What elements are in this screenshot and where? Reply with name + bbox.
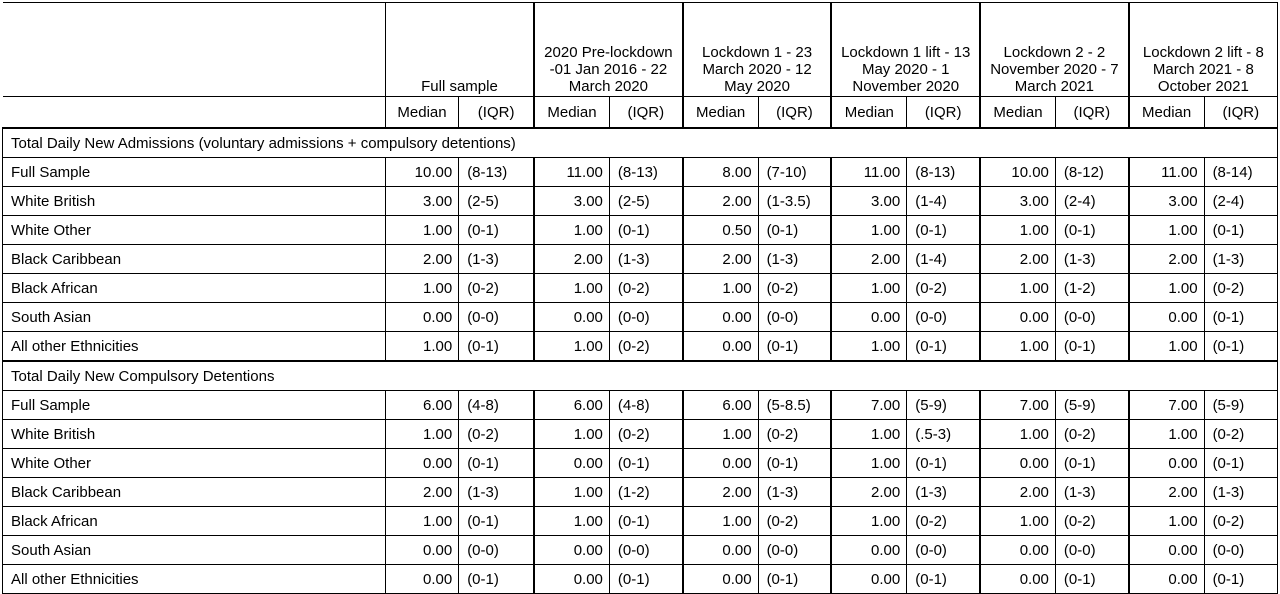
iqr-cell: (8-13) bbox=[609, 158, 682, 187]
iqr-cell: (1-3) bbox=[609, 245, 682, 274]
median-cell: 1.00 bbox=[534, 332, 609, 362]
median-cell: 0.00 bbox=[385, 449, 458, 478]
table-row bbox=[3, 507, 1278, 536]
median-cell: 1.00 bbox=[385, 216, 458, 245]
iqr-cell: (0-2) bbox=[459, 420, 534, 449]
iqr-cell: (1-3.5) bbox=[758, 187, 831, 216]
median-cell: 1.00 bbox=[980, 216, 1055, 245]
iqr-cell: (0-1) bbox=[1055, 449, 1128, 478]
table-row bbox=[3, 420, 1278, 449]
iqr-cell: (0-1) bbox=[758, 565, 831, 594]
table-row bbox=[3, 478, 1278, 507]
median-cell: 0.00 bbox=[980, 565, 1055, 594]
median-cell: 7.00 bbox=[980, 391, 1055, 420]
iqr-cell: (0-2) bbox=[1204, 507, 1277, 536]
iqr-cell: (0-1) bbox=[1204, 565, 1277, 594]
iqr-cell: (1-3) bbox=[459, 478, 534, 507]
iqr-cell: (0-1) bbox=[758, 449, 831, 478]
median-cell: 1.00 bbox=[831, 420, 906, 449]
row-label: Full Sample bbox=[3, 158, 386, 187]
row-label: South Asian bbox=[3, 303, 386, 332]
iqr-cell: (0-2) bbox=[609, 274, 682, 303]
iqr-cell: (0-1) bbox=[459, 449, 534, 478]
iqr-cell: (2-4) bbox=[1204, 187, 1277, 216]
iqr-cell: (0-0) bbox=[907, 536, 980, 565]
median-header: Median bbox=[831, 97, 906, 129]
iqr-cell: (8-13) bbox=[907, 158, 980, 187]
iqr-cell: (0-1) bbox=[459, 507, 534, 536]
median-cell: 1.00 bbox=[980, 332, 1055, 362]
iqr-cell: (8-12) bbox=[1055, 158, 1128, 187]
iqr-cell: (0-1) bbox=[459, 216, 534, 245]
median-cell: 3.00 bbox=[1129, 187, 1204, 216]
header-row bbox=[3, 3, 1278, 97]
table-row bbox=[3, 449, 1278, 478]
median-header: Median bbox=[683, 97, 758, 129]
period-header: Lockdown 1 lift - 13 May 2020 - 1 November 2020 bbox=[831, 3, 980, 97]
median-cell: 0.00 bbox=[980, 536, 1055, 565]
iqr-cell: (0-2) bbox=[459, 274, 534, 303]
row-label: Full Sample bbox=[3, 391, 386, 420]
iqr-cell: (0-2) bbox=[609, 332, 682, 362]
row-label: White British bbox=[3, 420, 386, 449]
iqr-cell: (4-8) bbox=[459, 391, 534, 420]
iqr-cell: (0-1) bbox=[609, 565, 682, 594]
median-cell: 3.00 bbox=[831, 187, 906, 216]
median-cell: 1.00 bbox=[1129, 216, 1204, 245]
median-cell: 1.00 bbox=[1129, 420, 1204, 449]
iqr-cell: (2-5) bbox=[459, 187, 534, 216]
table-row bbox=[3, 565, 1278, 594]
median-header: Median bbox=[385, 97, 458, 129]
iqr-cell: (0-0) bbox=[609, 536, 682, 565]
median-cell: 1.00 bbox=[683, 420, 758, 449]
row-label: Black African bbox=[3, 507, 386, 536]
iqr-cell: (0-1) bbox=[1204, 332, 1277, 362]
iqr-cell: (0-1) bbox=[907, 565, 980, 594]
row-label: Black Caribbean bbox=[3, 478, 386, 507]
median-cell: 0.00 bbox=[534, 565, 609, 594]
table-row bbox=[3, 303, 1278, 332]
median-cell: 1.00 bbox=[534, 507, 609, 536]
iqr-cell: (0-0) bbox=[459, 303, 534, 332]
iqr-header: (IQR) bbox=[1055, 97, 1128, 129]
median-cell: 0.00 bbox=[683, 565, 758, 594]
row-label: Black Caribbean bbox=[3, 245, 386, 274]
iqr-cell: (0-2) bbox=[1204, 420, 1277, 449]
section-title: Total Daily New Admissions (voluntary admissions + compulsory detentions) bbox=[3, 128, 1278, 158]
iqr-cell: (0-1) bbox=[459, 332, 534, 362]
iqr-cell: (0-1) bbox=[1055, 216, 1128, 245]
median-header: Median bbox=[1129, 97, 1204, 129]
median-cell: 6.00 bbox=[534, 391, 609, 420]
median-cell: 11.00 bbox=[1129, 158, 1204, 187]
iqr-cell: (0-1) bbox=[1204, 216, 1277, 245]
section-title: Total Daily New Compulsory Detentions bbox=[3, 361, 1278, 391]
iqr-cell: (5-9) bbox=[907, 391, 980, 420]
median-cell: 1.00 bbox=[385, 332, 458, 362]
median-cell: 2.00 bbox=[831, 478, 906, 507]
median-cell: 0.00 bbox=[1129, 303, 1204, 332]
iqr-cell: (0-0) bbox=[758, 536, 831, 565]
iqr-cell: (0-0) bbox=[907, 303, 980, 332]
row-label: White Other bbox=[3, 449, 386, 478]
iqr-cell: (0-1) bbox=[1055, 565, 1128, 594]
table-row bbox=[3, 187, 1278, 216]
iqr-cell: (0-1) bbox=[609, 216, 682, 245]
iqr-cell: (0-0) bbox=[1055, 303, 1128, 332]
iqr-cell: (1-4) bbox=[907, 245, 980, 274]
table-row bbox=[3, 536, 1278, 565]
table-row bbox=[3, 245, 1278, 274]
median-cell: 1.00 bbox=[980, 507, 1055, 536]
iqr-cell: (0-1) bbox=[907, 332, 980, 362]
period-header: Lockdown 2 lift - 8 March 2021 - 8 October 2021 bbox=[1129, 3, 1278, 97]
median-cell: 11.00 bbox=[534, 158, 609, 187]
iqr-cell: (0-1) bbox=[459, 565, 534, 594]
iqr-cell: (0-2) bbox=[1055, 507, 1128, 536]
iqr-cell: (1-4) bbox=[907, 187, 980, 216]
median-cell: 2.00 bbox=[683, 478, 758, 507]
iqr-cell: (0-1) bbox=[1055, 332, 1128, 362]
median-cell: 8.00 bbox=[683, 158, 758, 187]
iqr-cell: (0-2) bbox=[1055, 420, 1128, 449]
iqr-cell: (1-2) bbox=[609, 478, 682, 507]
iqr-cell: (1-3) bbox=[1055, 478, 1128, 507]
iqr-header: (IQR) bbox=[758, 97, 831, 129]
median-cell: 1.00 bbox=[534, 478, 609, 507]
iqr-cell: (5-9) bbox=[1055, 391, 1128, 420]
iqr-cell: (0-1) bbox=[609, 449, 682, 478]
median-cell: 2.00 bbox=[534, 245, 609, 274]
median-cell: 1.00 bbox=[831, 274, 906, 303]
row-label: All other Ethnicities bbox=[3, 332, 386, 362]
iqr-cell: (8-13) bbox=[459, 158, 534, 187]
median-cell: 2.00 bbox=[831, 245, 906, 274]
iqr-cell: (0-2) bbox=[907, 274, 980, 303]
median-cell: 2.00 bbox=[1129, 245, 1204, 274]
median-cell: 1.00 bbox=[831, 507, 906, 536]
median-cell: 1.00 bbox=[534, 216, 609, 245]
row-label: Black African bbox=[3, 274, 386, 303]
table-row bbox=[3, 274, 1278, 303]
median-cell: 1.00 bbox=[385, 420, 458, 449]
iqr-cell: (0-2) bbox=[758, 420, 831, 449]
median-cell: 0.00 bbox=[534, 536, 609, 565]
median-cell: 10.00 bbox=[385, 158, 458, 187]
iqr-cell: (0-0) bbox=[1055, 536, 1128, 565]
period-header: Lockdown 2 - 2 November 2020 - 7 March 2021 bbox=[980, 3, 1129, 97]
iqr-cell: (0-2) bbox=[907, 507, 980, 536]
iqr-cell: (1-3) bbox=[459, 245, 534, 274]
iqr-cell: (0-2) bbox=[758, 507, 831, 536]
median-cell: 2.00 bbox=[385, 245, 458, 274]
median-cell: 6.00 bbox=[385, 391, 458, 420]
median-cell: 0.00 bbox=[385, 565, 458, 594]
table-container bbox=[2, 2, 1278, 594]
period-header: 2020 Pre-lockdown -01 Jan 2016 - 22 March 2020 bbox=[534, 3, 683, 97]
median-cell: 1.00 bbox=[385, 274, 458, 303]
iqr-header: (IQR) bbox=[1204, 97, 1277, 129]
median-header: Median bbox=[980, 97, 1055, 129]
table-row bbox=[3, 158, 1278, 187]
section-row bbox=[3, 361, 1278, 391]
median-cell: 2.00 bbox=[683, 245, 758, 274]
iqr-header: (IQR) bbox=[609, 97, 682, 129]
median-cell: 0.00 bbox=[831, 536, 906, 565]
iqr-cell: (0-2) bbox=[609, 420, 682, 449]
median-cell: 0.00 bbox=[683, 332, 758, 362]
iqr-cell: (0-0) bbox=[609, 303, 682, 332]
median-cell: 0.50 bbox=[683, 216, 758, 245]
row-label: All other Ethnicities bbox=[3, 565, 386, 594]
iqr-cell: (5-8.5) bbox=[758, 391, 831, 420]
iqr-cell: (0-0) bbox=[459, 536, 534, 565]
median-cell: 0.00 bbox=[534, 449, 609, 478]
median-cell: 1.00 bbox=[683, 274, 758, 303]
iqr-cell: (1-2) bbox=[1055, 274, 1128, 303]
median-cell: 1.00 bbox=[534, 420, 609, 449]
iqr-cell: (0-1) bbox=[907, 449, 980, 478]
median-cell: 1.00 bbox=[980, 420, 1055, 449]
median-cell: 0.00 bbox=[1129, 536, 1204, 565]
median-cell: 1.00 bbox=[831, 216, 906, 245]
period-header: Full sample bbox=[385, 3, 534, 97]
median-cell: 2.00 bbox=[683, 187, 758, 216]
median-cell: 2.00 bbox=[980, 478, 1055, 507]
iqr-cell: (0-1) bbox=[758, 332, 831, 362]
median-cell: 0.00 bbox=[385, 536, 458, 565]
iqr-cell: (7-10) bbox=[758, 158, 831, 187]
iqr-cell: (0-0) bbox=[758, 303, 831, 332]
iqr-cell: (0-1) bbox=[907, 216, 980, 245]
median-cell: 0.00 bbox=[980, 303, 1055, 332]
median-header: Median bbox=[534, 97, 609, 129]
median-cell: 2.00 bbox=[385, 478, 458, 507]
iqr-cell: (0-1) bbox=[1204, 449, 1277, 478]
iqr-cell: (4-8) bbox=[609, 391, 682, 420]
iqr-cell: (1-3) bbox=[758, 245, 831, 274]
iqr-cell: (5-9) bbox=[1204, 391, 1277, 420]
median-cell: 1.00 bbox=[831, 332, 906, 362]
median-cell: 1.00 bbox=[1129, 332, 1204, 362]
table-row bbox=[3, 332, 1278, 362]
iqr-cell: (8-14) bbox=[1204, 158, 1277, 187]
iqr-cell: (0-1) bbox=[758, 216, 831, 245]
iqr-cell: (1-3) bbox=[1204, 245, 1277, 274]
median-cell: 1.00 bbox=[831, 449, 906, 478]
median-cell: 0.00 bbox=[831, 303, 906, 332]
iqr-cell: (1-3) bbox=[907, 478, 980, 507]
median-cell: 10.00 bbox=[980, 158, 1055, 187]
median-cell: 0.00 bbox=[831, 565, 906, 594]
median-cell: 3.00 bbox=[534, 187, 609, 216]
iqr-cell: (1-3) bbox=[1055, 245, 1128, 274]
corner-cell bbox=[3, 3, 386, 97]
iqr-cell: (1-3) bbox=[758, 478, 831, 507]
median-cell: 6.00 bbox=[683, 391, 758, 420]
period-header: Lockdown 1 - 23 March 2020 - 12 May 2020 bbox=[683, 3, 832, 97]
corner-subcell bbox=[3, 97, 386, 129]
row-label: White Other bbox=[3, 216, 386, 245]
table-row bbox=[3, 216, 1278, 245]
iqr-cell: (0-2) bbox=[758, 274, 831, 303]
table-body bbox=[3, 3, 1278, 594]
median-cell: 3.00 bbox=[385, 187, 458, 216]
median-cell: 3.00 bbox=[980, 187, 1055, 216]
median-cell: 0.00 bbox=[1129, 565, 1204, 594]
median-cell: 0.00 bbox=[1129, 449, 1204, 478]
median-cell: 0.00 bbox=[385, 303, 458, 332]
iqr-cell: (0-1) bbox=[609, 507, 682, 536]
median-cell: 2.00 bbox=[980, 245, 1055, 274]
median-cell: 1.00 bbox=[980, 274, 1055, 303]
median-cell: 1.00 bbox=[385, 507, 458, 536]
median-cell: 1.00 bbox=[683, 507, 758, 536]
iqr-header: (IQR) bbox=[459, 97, 534, 129]
median-cell: 11.00 bbox=[831, 158, 906, 187]
row-label: White British bbox=[3, 187, 386, 216]
iqr-cell: (0-0) bbox=[1204, 536, 1277, 565]
median-cell: 0.00 bbox=[683, 303, 758, 332]
iqr-cell: (2-5) bbox=[609, 187, 682, 216]
median-cell: 1.00 bbox=[534, 274, 609, 303]
iqr-cell: (0-1) bbox=[1204, 303, 1277, 332]
admissions-median-table bbox=[2, 2, 1278, 594]
median-cell: 1.00 bbox=[1129, 274, 1204, 303]
subheader-row bbox=[3, 97, 1278, 129]
median-cell: 0.00 bbox=[683, 536, 758, 565]
median-cell: 7.00 bbox=[831, 391, 906, 420]
median-cell: 0.00 bbox=[980, 449, 1055, 478]
median-cell: 2.00 bbox=[1129, 478, 1204, 507]
median-cell: 1.00 bbox=[1129, 507, 1204, 536]
iqr-cell: (2-4) bbox=[1055, 187, 1128, 216]
row-label: South Asian bbox=[3, 536, 386, 565]
median-cell: 0.00 bbox=[683, 449, 758, 478]
iqr-header: (IQR) bbox=[907, 97, 980, 129]
table-row bbox=[3, 391, 1278, 420]
iqr-cell: (0-2) bbox=[1204, 274, 1277, 303]
iqr-cell: (1-3) bbox=[1204, 478, 1277, 507]
section-row bbox=[3, 128, 1278, 158]
iqr-cell: (.5-3) bbox=[907, 420, 980, 449]
median-cell: 7.00 bbox=[1129, 391, 1204, 420]
median-cell: 0.00 bbox=[534, 303, 609, 332]
